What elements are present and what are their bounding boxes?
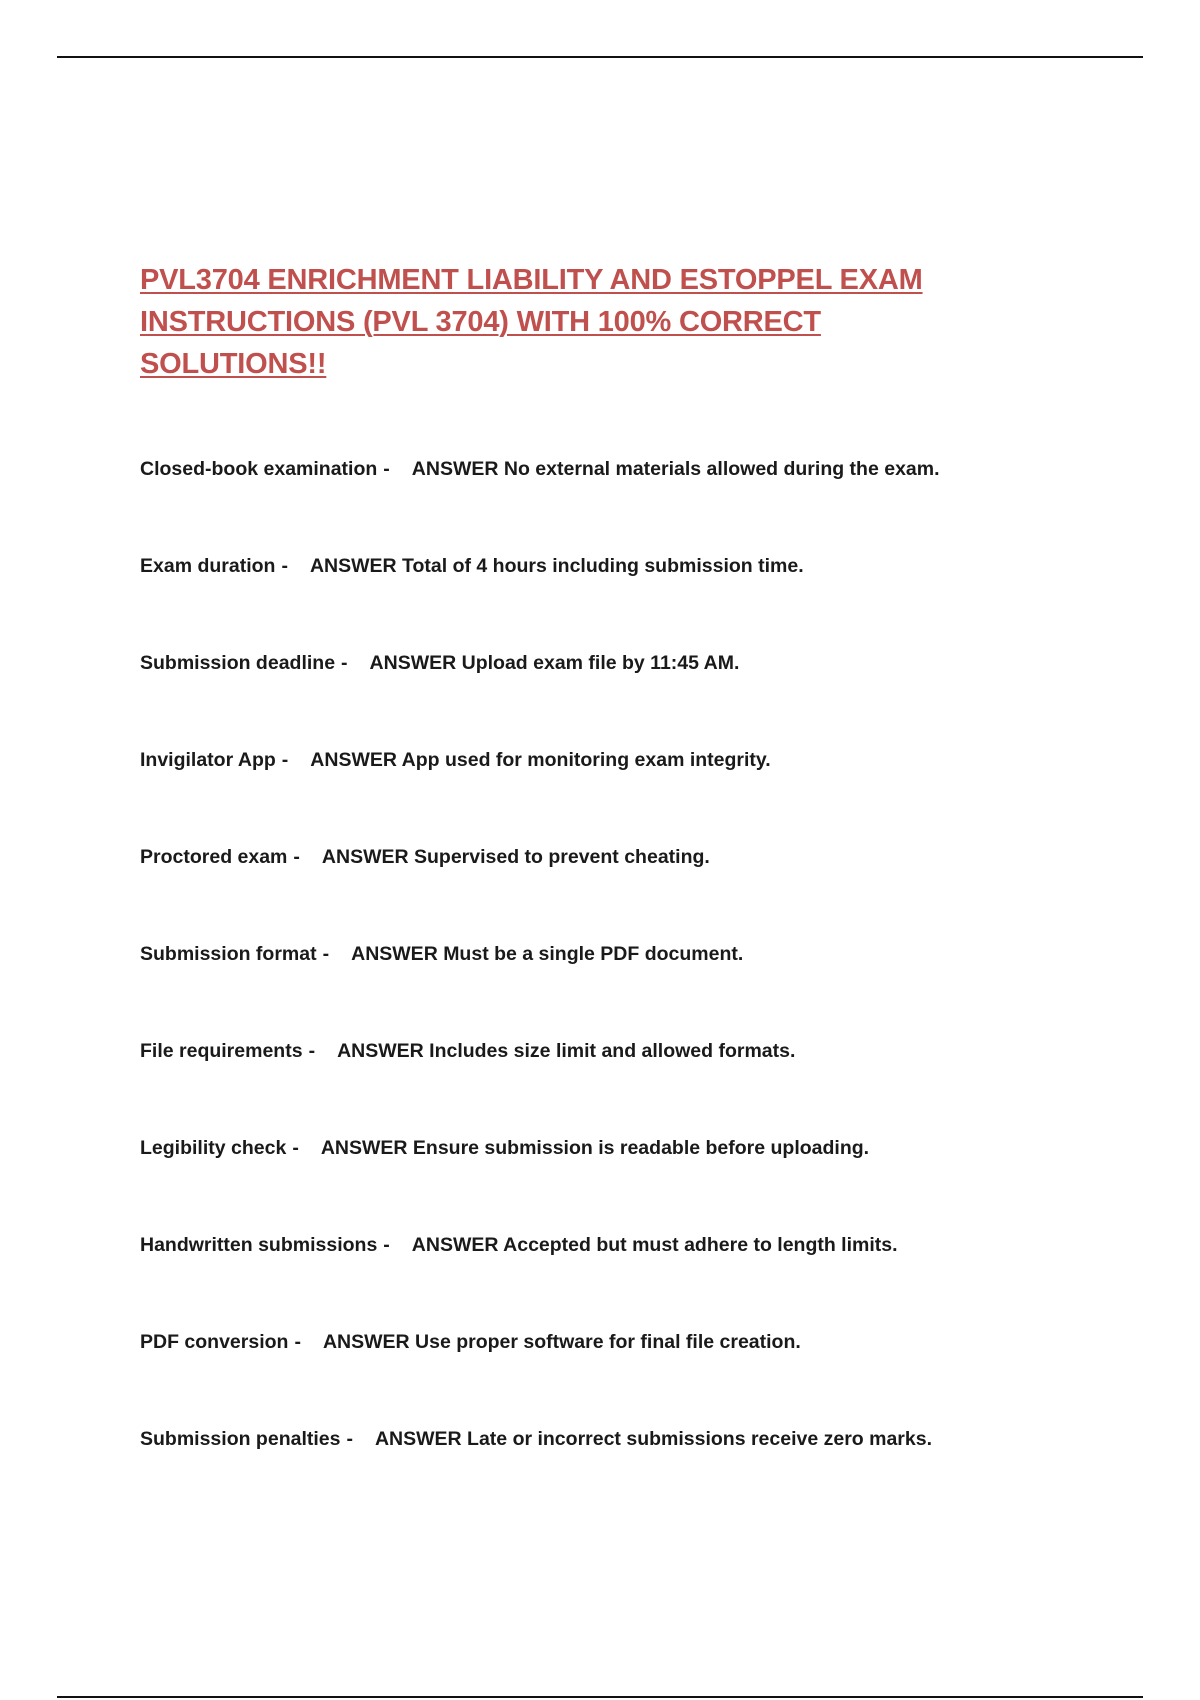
qa-term: Closed-book examination — [140, 458, 378, 480]
qa-separator: - — [383, 458, 390, 480]
qa-answer: ANSWER Includes size limit and allowed formats. — [337, 1040, 796, 1062]
qa-separator: - — [322, 943, 330, 965]
qa-term: Handwritten submissions — [140, 1234, 378, 1256]
qa-answer: ANSWER Supervised to prevent cheating. — [321, 846, 710, 868]
qa-item-invigilator-app — [140, 743, 1100, 840]
title-line-2: INSTRUCTIONS (PVL 3704) WITH 100% CORRECT — [140, 306, 821, 338]
qa-term: Submission deadline — [140, 652, 336, 674]
qa-item-submission-format — [140, 937, 1100, 1034]
qa-item-submission-deadline — [140, 646, 1100, 743]
qa-answer: ANSWER Total of 4 hours including submission time. — [309, 555, 804, 577]
qa-item-pdf-conversion — [140, 1325, 1100, 1422]
qa-item-exam-duration — [140, 549, 1100, 646]
title-line-3: SOLUTIONS!! — [140, 348, 327, 380]
qa-term: PDF conversion — [140, 1331, 289, 1353]
qa-answer: ANSWER No external materials allowed during the exam. — [411, 458, 940, 480]
qa-separator: - — [383, 1234, 390, 1256]
qa-separator: - — [293, 846, 300, 868]
qa-answer: ANSWER Late or incorrect submissions receive zero marks. — [374, 1428, 933, 1450]
qa-answer: ANSWER Upload exam file by 11:45 AM. — [369, 652, 740, 674]
qa-term: File requirements — [140, 1040, 303, 1062]
qa-item-file-requirements — [140, 1034, 1100, 1131]
qa-separator: - — [341, 652, 348, 674]
top-rule — [57, 56, 1143, 58]
qa-list — [140, 452, 1100, 1519]
qa-separator: - — [308, 1040, 316, 1062]
qa-separator: - — [281, 555, 288, 577]
title-line-1: PVL3704 ENRICHMENT LIABILITY AND ESTOPPEL EXAM — [140, 264, 923, 296]
qa-answer: ANSWER Use proper software for final file creation. — [322, 1331, 801, 1353]
qa-separator: - — [346, 1428, 353, 1450]
qa-term: Submission format — [140, 943, 317, 965]
qa-term: Legibility check — [140, 1137, 287, 1159]
bottom-rule — [57, 1696, 1143, 1698]
qa-term: Submission penalties — [140, 1428, 341, 1450]
qa-term: Proctored exam — [140, 846, 288, 868]
qa-item-proctored-exam — [140, 840, 1100, 937]
qa-item-closed-book — [140, 452, 1100, 549]
qa-answer: ANSWER Accepted but must adhere to length limits. — [411, 1234, 898, 1256]
qa-answer: ANSWER Must be a single PDF document. — [351, 943, 744, 965]
qa-separator: - — [292, 1137, 299, 1159]
qa-separator: - — [294, 1331, 301, 1353]
qa-item-legibility-check — [140, 1131, 1100, 1228]
qa-item-submission-penalties — [140, 1422, 1100, 1519]
qa-term: Exam duration — [140, 555, 276, 577]
qa-answer: ANSWER Ensure submission is readable before uploading. — [320, 1137, 870, 1159]
qa-item-handwritten-submissions — [140, 1228, 1100, 1325]
qa-answer: ANSWER App used for monitoring exam integrity. — [310, 749, 771, 771]
qa-term: Invigilator App — [140, 749, 276, 771]
qa-separator: - — [281, 749, 289, 771]
document-title — [140, 259, 1100, 385]
